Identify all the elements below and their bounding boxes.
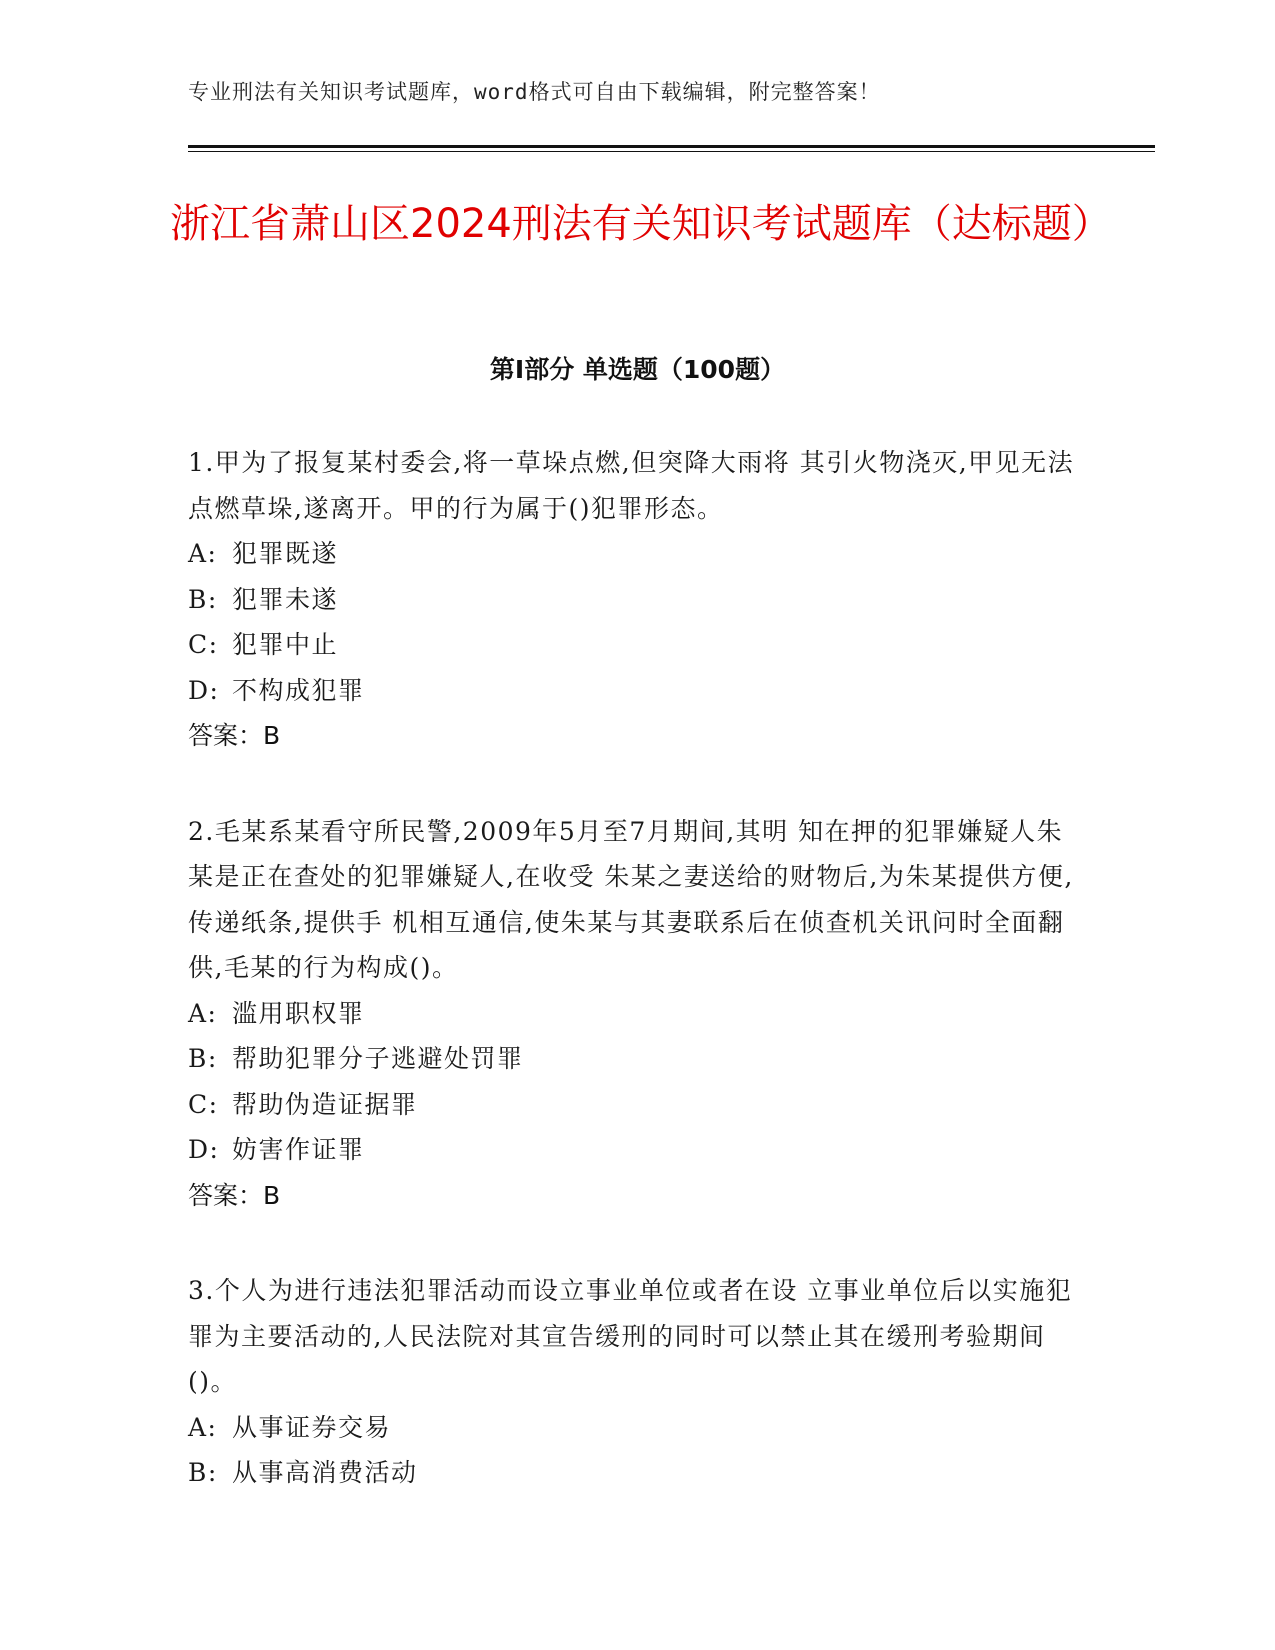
option-text: 犯罪中止 (232, 630, 339, 659)
answer-line (188, 713, 1088, 759)
answer-label: 答案： (188, 1180, 264, 1210)
question-stem: 2.毛某系某看守所民警,2009年5月至7月期间,其明 知在押的犯罪嫌疑人朱某是正在查处的犯罪嫌疑人,在收受 朱某之妻送给的财物后,为朱某提供方便,传递纸条,提供手 机相互通信,使朱某与其妻联系后在侦查机关讯问时全面翻供,毛某的行为构成()。 (188, 816, 1074, 982)
option-text: 妨害作证罪 (232, 1135, 365, 1164)
option-key: C: (188, 1089, 219, 1119)
option-key: A: (188, 998, 218, 1028)
question-3 (188, 1268, 1088, 1496)
answer-label: 答案： (188, 721, 264, 750)
question-1 (188, 440, 1088, 759)
option-text: 犯罪既遂 (232, 539, 339, 568)
option-c (188, 622, 1088, 668)
option-text: 帮助伪造证据罪 (232, 1089, 418, 1119)
option-b (188, 577, 1088, 623)
option-text: 犯罪未遂 (232, 584, 339, 614)
question-2 (188, 809, 1088, 1219)
option-a (188, 1405, 1088, 1451)
option-d (188, 668, 1088, 714)
option-key: A: (188, 539, 218, 568)
option-text: 帮助犯罪分子逃避处罚罪 (232, 1044, 524, 1073)
question-stem: 3.个人为进行违法犯罪活动而设立事业单位或者在设 立事业单位后以实施犯罪为主要活动的,人民法院对其宣告缓刑的同时可以禁止其在缓刑考验期间()。 (188, 1276, 1073, 1396)
option-key: A: (188, 1412, 218, 1442)
question-stem: 1.甲为了报复某村委会,将一草垛点燃,但突降大雨将 其引火物浇灭,甲见无法点燃草垛,遂离开。甲的行为属于()犯罪形态。 (188, 448, 1075, 523)
answer-value: B (263, 721, 281, 750)
option-key: D: (188, 1135, 220, 1164)
option-d (188, 1127, 1088, 1173)
option-text: 从事高消费活动 (232, 1458, 418, 1487)
option-text: 滥用职权罪 (232, 998, 365, 1028)
option-b (188, 1450, 1088, 1496)
option-key: D: (188, 675, 220, 705)
option-text: 从事证券交易 (232, 1412, 392, 1442)
option-key: B: (188, 1044, 218, 1073)
answer-value: B (263, 1180, 281, 1210)
answer-line (188, 1173, 1088, 1219)
header-note: 专业刑法有关知识考试题库，word格式可自由下载编辑，附完整答案！ (188, 80, 881, 104)
option-key: C: (188, 630, 219, 659)
option-text: 不构成犯罪 (232, 675, 365, 705)
header-divider-thick (188, 145, 1155, 148)
option-key: B: (188, 1458, 218, 1487)
option-b (188, 1036, 1088, 1082)
question-list (188, 440, 1088, 1546)
option-a (188, 531, 1088, 577)
option-c (188, 1082, 1088, 1128)
section-title: 第Ⅰ部分 单选题（100题） (489, 355, 786, 384)
option-key: B: (188, 584, 218, 614)
document-title: 浙江省萧山区2024刑法有关知识考试题库（达标题） (170, 201, 1112, 247)
header-divider-thin (188, 151, 1155, 152)
option-a (188, 991, 1088, 1037)
